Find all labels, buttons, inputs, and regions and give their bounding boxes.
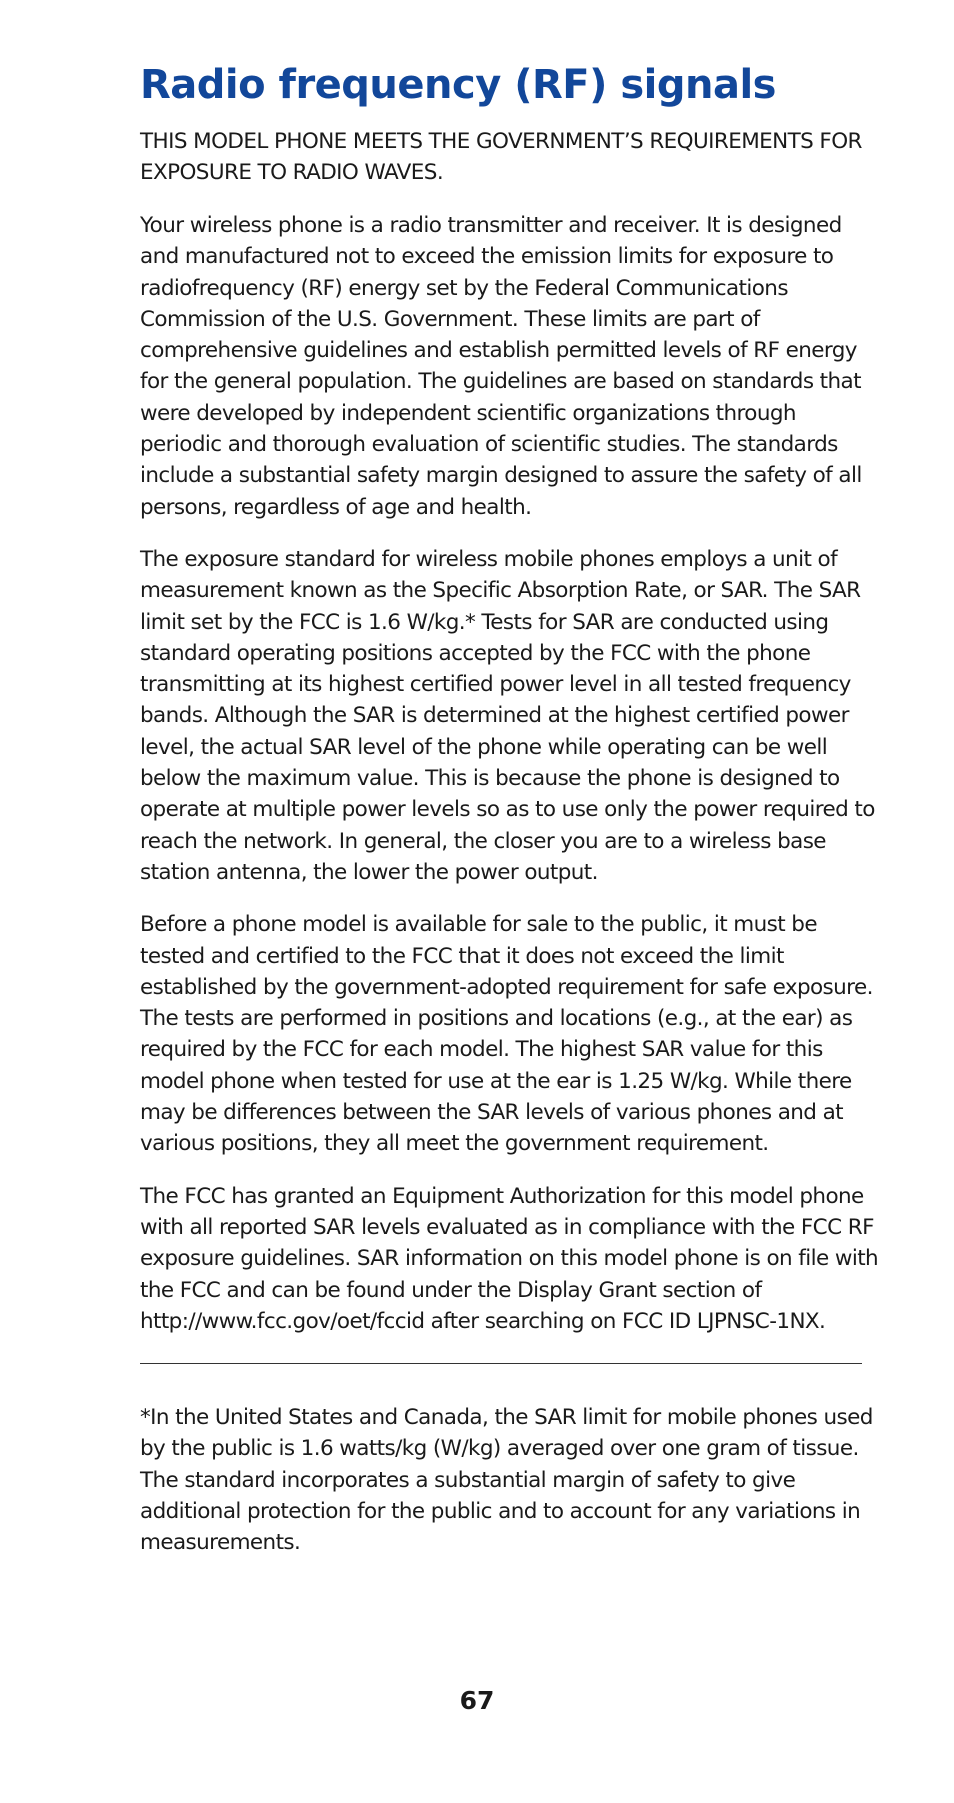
section-subtitle: THIS MODEL PHONE MEETS THE GOVERNMENT’S REQUIREMENTS FOR EXPOSURE TO RADIO WAVES. (140, 129, 862, 185)
paragraph-fcc-authorization: The FCC has granted an Equipment Authorization for this model phone with all reported SAR levels evaluated as in compliance with the FCC RF exposure guidelines. SAR information on this model phone is on file with the FCC and can be found under the Display Grant section of http://www.fcc.gov/oet/fccid after searching on FCC ID LJPNSC-1NX. (140, 1183, 879, 1334)
document-page (140, 62, 880, 1559)
page-title: Radio frequency (RF) signals (140, 62, 776, 108)
paragraph-certification: Before a phone model is available for sale to the public, it must be tested and certified to the FCC that it does not exceed the limit established by the government-adopted requirement for safe exposure. The tests are performed in positions and locations (e.g., at the ear) as required by the FCC for each model. The highest SAR value for this model phone when tested for use at the ear is 1.25 W/kg. While there may be differences between the SAR levels of various phones and at various positions, they all meet the government requirement. (140, 912, 873, 1157)
footnote: *In the United States and Canada, the SAR limit for mobile phones used by the public is 1.6 watts/kg (W/kg) averaged over one gram of tissue. The standard incorporates a substantial margin of safety to give additional protection for the public and to account for any variations in measurements. (140, 1405, 873, 1556)
page-number: 67 (459, 1686, 495, 1715)
paragraph-sar-standard: The exposure standard for wireless mobile phones employs a unit of measurement known as the Specific Absorption Rate, or SAR. The SAR limit set by the FCC is 1.6 W/kg.* Tests for SAR are conducted using standard operating positions accepted by the FCC with the phone transmitting at its highest certified power level in all tested frequency bands. Although the SAR is determined at the highest certified power level, the actual SAR level of the phone while operating can be well below the maximum value. This is because the phone is designed to operate at multiple power levels so as to use only the power required to reach the network. In general, the closer you are to a wireless base station antenna, the lower the power output. (140, 546, 875, 885)
footnote-divider (140, 1363, 862, 1364)
paragraph-rf-overview: Your wireless phone is a radio transmitter and receiver. It is designed and manufactured not to exceed the emission limits for exposure to radiofrequency (RF) energy set by the Federal Communications Commission of the U.S. Government. These limits are part of comprehensive guidelines and establish permitted levels of RF energy for the general population. The guidelines are based on standards that were developed by independent scientific organizations through periodic and thorough evaluation of scientific studies. The standards include a substantial safety margin designed to assure the safety of all persons, regardless of age and health. (140, 213, 862, 520)
